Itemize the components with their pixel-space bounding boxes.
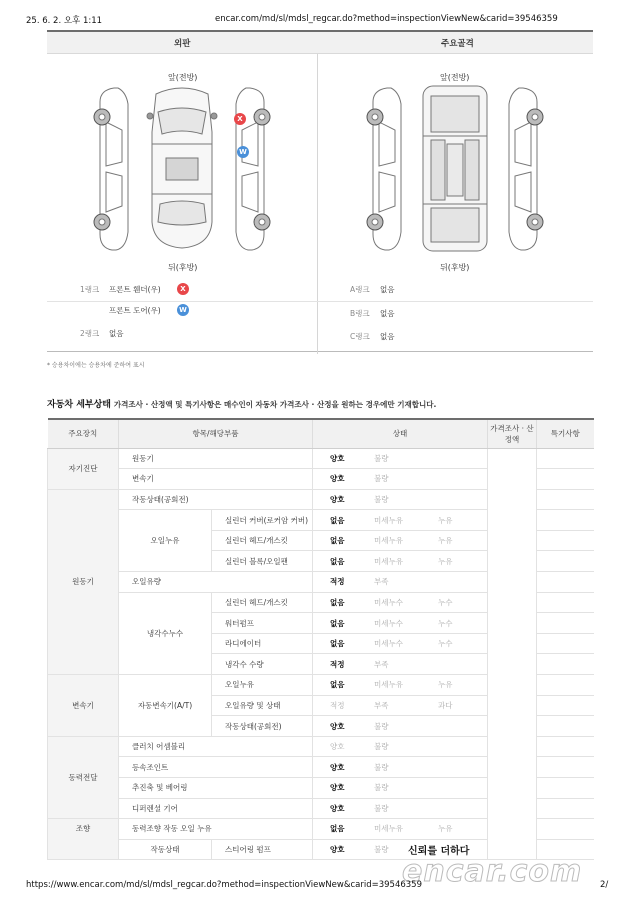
frame-rank-b-label: B랭크 [350,309,370,318]
group-cell: 변속기 [48,675,119,737]
frame-rank-c-value: 없음 [380,332,395,341]
col-header-price: 가격조사 · 산정액 [488,419,537,448]
group-cell: 원동기 [48,489,119,674]
detail-subtitle: 가격조사 · 산정액 및 특기사항은 매수인이 자동차 가격조사 · 산정을 원하는 경우에만 기재합니다. [113,400,437,409]
exterior-part-2: 프론트 도어(우) [109,306,161,315]
exterior-rank2-value: 없음 [109,329,124,338]
status-cell: 적정 부족 [313,654,488,675]
status-cell: 양호 불량 [313,778,488,799]
frame-rear-label: 뒤(후방) [440,263,470,272]
item-cell: 디퍼렌셜 기어 [119,798,313,819]
inspection-diagram-panel [47,30,593,352]
item-cell: 클러치 어셈블리 [119,736,313,757]
status-cell: 양호 불량 [313,839,488,860]
frame-car-diagram [365,82,545,257]
frame-front-label: 앞(전방) [440,73,470,82]
col-header-item: 항목/해당부품 [119,419,313,448]
watermark-brand: encar.com [402,854,583,889]
rank-1-label: 1랭크 [80,285,100,294]
col-header-note: 특기사항 [537,419,594,448]
subgroup-cell: 자동변속기(A/T) [119,675,212,737]
exterior-car-diagram [92,82,272,257]
exchange-legend-icon: X [177,283,189,295]
exterior-title: 외판 [174,39,191,49]
watermark-slogan: 신뢰를 더하다 [408,846,470,857]
print-url: encar.com/md/sl/mdsl_regcar.do?method=inspectionViewNew&carid=39546359 [215,14,558,24]
print-datetime: 25. 6. 2. 오후 1:11 [26,16,103,26]
status-cell: 양호 불량 [313,469,488,490]
status-cell: 양호 불량 [313,716,488,737]
price-cell [488,448,537,860]
status-cell: 없음 미세누유 누유 [313,819,488,840]
sheet-metal-legend-icon: W [177,304,189,316]
col-header-status: 상태 [313,419,488,448]
item-cell: 오일누유 [212,675,313,696]
status-cell: 없음 미세누유 누유 [313,675,488,696]
item-cell: 동력조향 작동 오일 누유 [119,819,313,840]
table-row [48,448,594,469]
print-footer-url: https://www.encar.com/md/sl/mdsl_regcar.do?method=inspectionViewNew&carid=39546359 [26,880,422,890]
detail-section-title [47,397,436,410]
status-cell: 없음 미세누수 누수 [313,613,488,634]
status-cell: 적정 부족 과다 [313,695,488,716]
note-cell [537,448,594,469]
item-cell: 워터펌프 [212,613,313,634]
frame-rank-a-value: 없음 [380,285,395,294]
status-cell: 양호 불량 [313,489,488,510]
status-cell: 없음 미세누수 누수 [313,592,488,613]
status-cell: 적정 부족 [313,572,488,593]
status-cell: 양호 불량 [313,757,488,778]
subgroup-cell: 오일누유 [119,510,212,572]
item-cell: 추진축 및 베어링 [119,778,313,799]
item-cell: 실린더 커버(로커암 커버) [212,510,313,531]
panel-footnote: * 승용차이에는 승용차에 준하여 표시 [47,362,145,369]
status-cell: 양호 불량 [313,798,488,819]
frame-title: 주요골격 [441,39,474,49]
item-cell: 실린더 블록/오일팬 [212,551,313,572]
item-cell: 오일유량 [119,572,313,593]
col-header-device: 주요장치 [48,419,119,448]
status-cell: 양호 불량 [313,736,488,757]
frame-rank-c-label: C랭크 [350,332,370,341]
item-cell: 작동상태(공회전) [212,716,313,737]
item-cell: 등속조인트 [119,757,313,778]
group-cell: 자기진단 [48,448,119,489]
sheet-metal-mark-icon: W [237,146,249,158]
exterior-part-1: 프론트 휀더(우) [109,285,161,294]
item-cell: 실린더 헤드/개스킷 [212,530,313,551]
panel-header [47,32,593,54]
item-cell: 냉각수 수량 [212,654,313,675]
group-cell: 조향 [48,819,119,860]
item-cell: 변속기 [119,469,313,490]
detail-status-table [47,418,594,860]
item-cell: 라디에이터 [212,633,313,654]
frame-rank-b-value: 없음 [380,309,395,318]
detail-title: 자동차 세부상태 [47,400,111,410]
exchange-mark-icon: X [234,113,246,125]
exterior-rear-label: 뒤(후방) [168,263,198,272]
status-cell: 없음 미세누유 누유 [313,530,488,551]
frame-rank-a-label: A랭크 [350,285,370,294]
status-cell: 없음 미세누유 누유 [313,510,488,531]
item-cell: 스티어링 펌프 [212,839,313,860]
item-cell: 오일유량 및 상태 [212,695,313,716]
subgroup-cell: 작동상태 [119,839,212,860]
item-cell: 원동기 [119,448,313,469]
status-cell: 양호 불량 [313,448,488,469]
group-cell: 동력전달 [48,736,119,818]
status-cell: 없음 미세누수 누수 [313,633,488,654]
rank-2-label: 2랭크 [80,329,100,338]
exterior-front-label: 앞(전방) [168,73,198,82]
item-cell: 실린더 헤드/개스킷 [212,592,313,613]
item-cell: 작동상태(공회전) [119,489,313,510]
status-cell: 없음 미세누유 누유 [313,551,488,572]
subgroup-cell: 냉각수누수 [119,592,212,674]
print-page-number: 2/ [600,880,609,890]
